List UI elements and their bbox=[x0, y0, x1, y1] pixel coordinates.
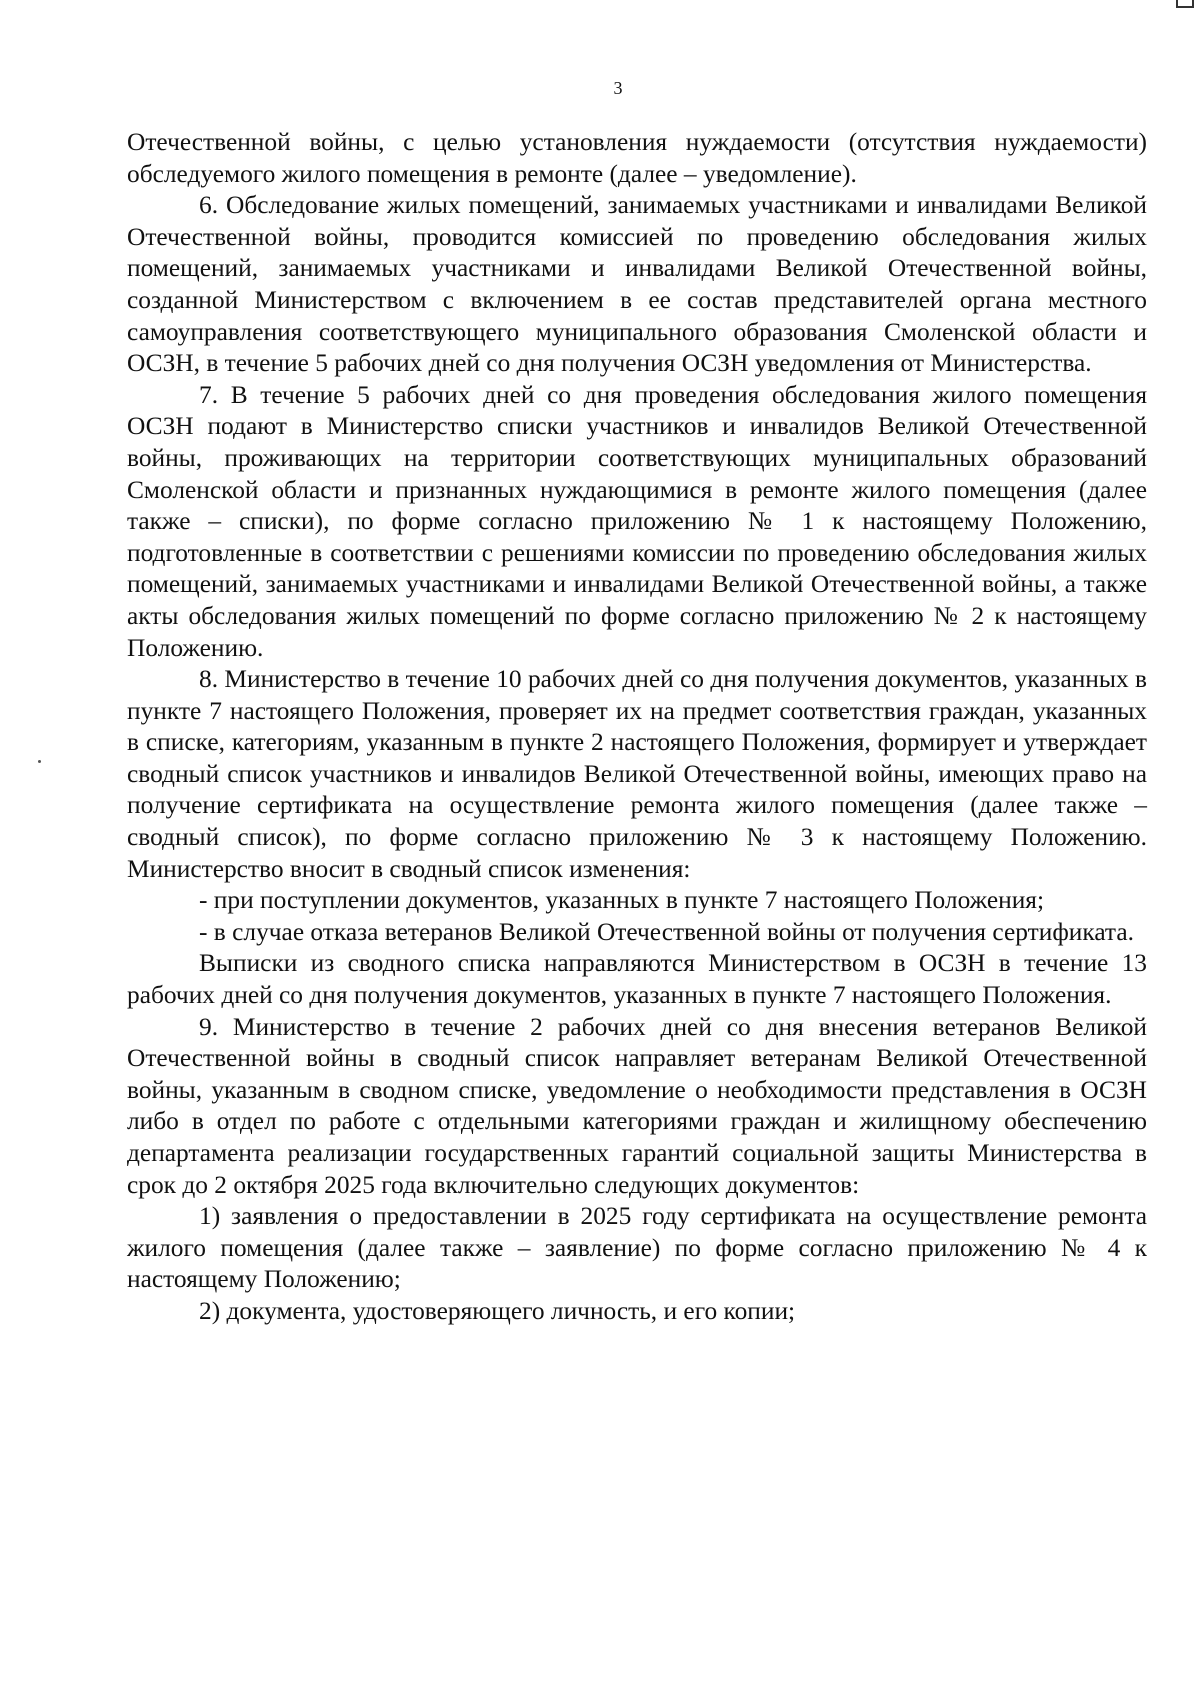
paragraph-item-7: 7. В течение 5 рабочих дней со дня проведения обследования жилого помещения ОСЗН подают в Министерство списки участников и инвалидов Великой Отечественной войны, проживающих на территории соответствующих муниципальных образований Смоленской области и признанных нуждающимися в ремонте жилого помещения (далее также – списки), по форме согласно приложению № 1 к настоящему Положению, подготовленные в соответствии с решениями комиссии по проведению обследования жилых помещений, занимаемых участниками и инвалидами Великой Отечественной войны, а также акты обследования жилых помещений по форме согласно приложению № 2 к настоящему Положению. bbox=[127, 380, 1147, 662]
paragraph-item-8: 8. Министерство в течение 10 рабочих дней со дня получения документов, указанных в пункте 7 настоящего Положения, проверяет их на предмет соответствия граждан, указанных в списке, категориям, указанным в пункте 2 настоящего Положения, формирует и утверждает сводный список участников и инвалидов Великой Отечественной войны, имеющих право на получение сертификата на осуществление ремонта жилого помещения (далее также – сводный список), по форме согласно приложению № 3 к настоящему Положению. Министерство вносит в сводный список изменения: bbox=[127, 665, 1147, 883]
corner-mark bbox=[1176, 0, 1194, 8]
list-item-dash-1: - при поступлении документов, указанных в пункте 7 настоящего Положения; bbox=[199, 886, 1045, 915]
margin-dot bbox=[38, 760, 41, 763]
page-number: 3 bbox=[613, 78, 623, 98]
paragraph-extracts: Выписки из сводного списка направляются Министерством в ОСЗН в течение 13 рабочих дней со дня получения документов, указанных в пункте 7 настоящего Положения. bbox=[127, 949, 1147, 1010]
list-item-dash-2: - в случае отказа ветеранов Великой Отечественной войны от получения сертификата. bbox=[199, 917, 1134, 946]
paragraph-item-6: 6. Обследование жилых помещений, занимаемых участниками и инвалидами Великой Отечественной войны, проводится комиссией по проведению обследования жилых помещений, занимаемых участниками и инвалидами Великой Отечественной войны, созданной Министерством с включением в ее состав представителей органа местного самоуправления соответствующего муниципального образования Смоленской области и ОСЗН, в течение 5 рабочих дней со дня получения ОСЗН уведомления от Министерства. bbox=[127, 191, 1147, 378]
paragraph-continuation: Отечественной войны, с целью установления нуждаемости (отсутствия нуждаемости) обследуемого жилого помещения в ремонте (далее – уведомление). bbox=[127, 128, 1147, 188]
document-body bbox=[127, 127, 1147, 1328]
paragraph-item-9: 9. Министерство в течение 2 рабочих дней со дня внесения ветеранов Великой Отечественной войны в сводный список направляет ветеранам Великой Отечественной войны, указанным в сводном списке, уведомление о необходимости представления в ОСЗН либо в отдел по работе с отдельными категориями граждан и жилищному обеспечению департамента реализации государственных гарантий социальной защиты Министерства в срок до 2 октября 2025 года включительно следующих документов: bbox=[127, 1012, 1147, 1199]
list-item-2: 2) документа, удостоверяющего личность, и его копии; bbox=[199, 1296, 796, 1325]
list-item-1: 1) заявления о предоставлении в 2025 году сертификата на осуществление ремонта жилого помещения (далее также – заявление) по форме согласно приложению № 4 к настоящему Положению; bbox=[127, 1202, 1147, 1294]
